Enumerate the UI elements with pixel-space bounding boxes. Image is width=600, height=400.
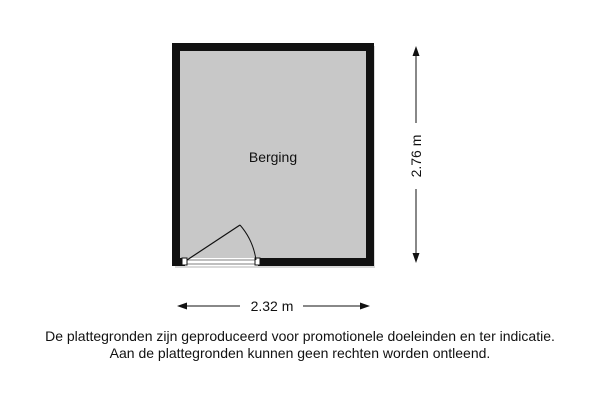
door-opening [185, 258, 258, 266]
width-dimension [177, 298, 370, 314]
disclaimer-line-2: Aan de plattegronden kunnen geen rechten worden ontleend. [109, 345, 491, 361]
disclaimer-line-1: De plattegronden zijn geproduceerd voor promotionele doeleinden en ter indicatie. [45, 328, 555, 344]
width-arrow-right [360, 303, 370, 310]
disclaimer [0, 328, 600, 362]
door-jamb-left [182, 258, 187, 265]
width-arrow-left [177, 303, 187, 310]
height-arrow-top [413, 46, 420, 56]
height-arrow-bottom [413, 253, 420, 263]
height-dimension [408, 46, 424, 263]
room-label: Berging [248, 149, 298, 165]
height-dimension-label: 2.76 m [408, 134, 424, 178]
width-dimension-label: 2.32 m [250, 298, 294, 314]
